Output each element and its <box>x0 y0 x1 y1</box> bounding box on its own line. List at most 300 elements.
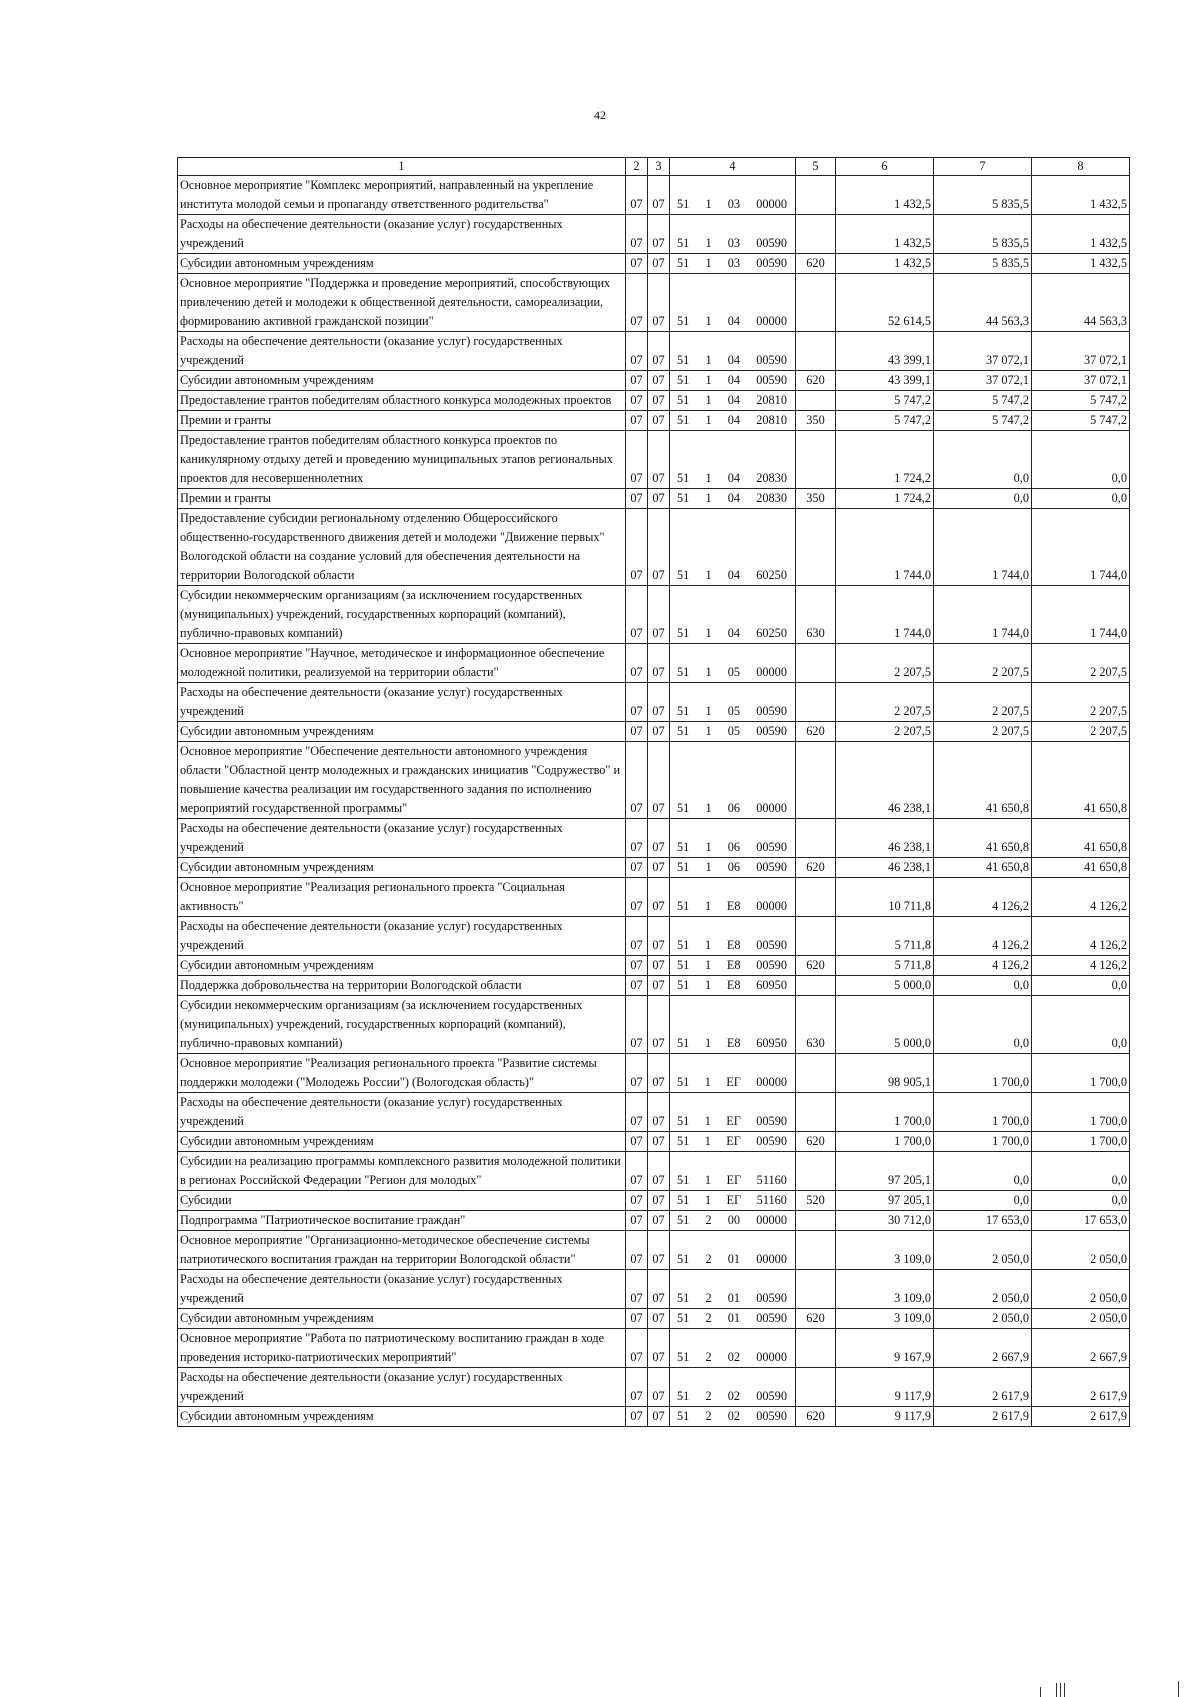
amount-col-8: 0,0 <box>1032 976 1130 996</box>
amount-col-7: 2 050,0 <box>934 1231 1032 1270</box>
target-article-part: 20830 <box>756 471 787 485</box>
table-row <box>178 742 1130 819</box>
target-article-part: 1 <box>704 1134 711 1148</box>
target-article-part: 00000 <box>756 1252 787 1266</box>
table-row <box>178 1329 1130 1368</box>
subsection-code: 07 <box>648 371 670 391</box>
table-row <box>178 1152 1130 1191</box>
expense-type-code <box>796 431 836 489</box>
amount-col-6: 46 238,1 <box>836 858 934 878</box>
amount-col-7: 0,0 <box>934 976 1032 996</box>
amount-col-8: 2 617,9 <box>1032 1407 1130 1427</box>
expense-type-code <box>796 1329 836 1368</box>
amount-col-6: 2 207,5 <box>836 683 934 722</box>
header-col-8: 8 <box>1032 158 1130 176</box>
amount-col-7: 2 667,9 <box>934 1329 1032 1368</box>
row-name: Расходы на обеспечение деятельности (оказание услуг) государственных учреждений <box>178 819 626 858</box>
target-article-parts <box>672 351 793 370</box>
target-article-part: 51 <box>677 393 690 407</box>
amount-col-6: 1 724,2 <box>836 431 934 489</box>
amount-col-8: 0,0 <box>1032 1191 1130 1211</box>
amount-col-7: 2 207,5 <box>934 722 1032 742</box>
table-row <box>178 254 1130 274</box>
row-name: Расходы на обеспечение деятельности (оказание услуг) государственных учреждений <box>178 1368 626 1407</box>
expense-type-code: 350 <box>796 489 836 509</box>
subsection-code: 07 <box>648 176 670 215</box>
target-article-part: E8 <box>726 938 741 952</box>
target-article-part: 51 <box>677 256 690 270</box>
target-article-parts <box>672 234 793 253</box>
amount-col-6: 1 744,0 <box>836 509 934 586</box>
target-article-parts <box>672 1112 793 1131</box>
amount-col-8: 2 617,9 <box>1032 1368 1130 1407</box>
target-article-part: ЕГ <box>726 1075 741 1089</box>
row-name: Подпрограмма "Патриотическое воспитание граждан" <box>178 1211 626 1231</box>
target-article-part: 02 <box>727 1409 741 1423</box>
table-row <box>178 274 1130 332</box>
amount-col-7: 44 563,3 <box>934 274 1032 332</box>
amount-col-6: 1 432,5 <box>836 254 934 274</box>
section-code: 07 <box>626 1329 648 1368</box>
amount-col-6: 46 238,1 <box>836 819 934 858</box>
target-article-code <box>670 489 796 509</box>
target-article-parts <box>672 469 793 488</box>
section-code: 07 <box>626 819 648 858</box>
section-code: 07 <box>626 176 648 215</box>
section-code: 07 <box>626 878 648 917</box>
target-article-part: 05 <box>727 724 741 738</box>
subsection-code: 07 <box>648 332 670 371</box>
table-row <box>178 215 1130 254</box>
target-article-part: 51 <box>677 626 690 640</box>
target-article-part: 04 <box>727 373 741 387</box>
target-article-part: 1 <box>705 626 712 640</box>
amount-col-6: 46 238,1 <box>836 742 934 819</box>
target-article-code <box>670 1054 796 1093</box>
header-col-5: 5 <box>796 158 836 176</box>
target-article-part: 51 <box>677 704 690 718</box>
amount-col-6: 1 432,5 <box>836 176 934 215</box>
section-code: 07 <box>626 644 648 683</box>
target-article-parts <box>672 411 793 430</box>
target-article-code <box>670 819 796 858</box>
target-article-part: 1 <box>705 197 712 211</box>
target-article-code <box>670 996 796 1054</box>
target-article-part: 51 <box>677 1193 690 1207</box>
section-code: 07 <box>626 431 648 489</box>
amount-col-7: 4 126,2 <box>934 956 1032 976</box>
target-article-parts <box>672 799 793 818</box>
table-row <box>178 489 1130 509</box>
subsection-code: 07 <box>648 1132 670 1152</box>
target-article-part: 1 <box>705 860 712 874</box>
row-name: Основное мероприятие "Реализация регионального проекта "Развитие системы поддержки молодежи ("Молодежь России") (Вологодская область)" <box>178 1054 626 1093</box>
row-name: Основное мероприятие "Поддержка и проведение мероприятий, способствующих привлечению детей и молодежи к общественной деятельности, самореализации, формированию активной гражданской позиции" <box>178 274 626 332</box>
target-article-code <box>670 1211 796 1231</box>
row-name: Субсидии автономным учреждениям <box>178 1132 626 1152</box>
target-article-part: ЕГ <box>726 1134 741 1148</box>
target-article-code <box>670 274 796 332</box>
amount-col-7: 2 207,5 <box>934 683 1032 722</box>
target-article-part: 00590 <box>756 1389 787 1403</box>
header-col-3: 3 <box>648 158 670 176</box>
target-article-part: 02 <box>727 1350 741 1364</box>
expense-type-code <box>796 332 836 371</box>
target-article-part: 1 <box>705 978 712 992</box>
expense-type-code <box>796 1152 836 1191</box>
subsection-code: 07 <box>648 215 670 254</box>
subsection-code: 07 <box>648 586 670 644</box>
row-name: Основное мероприятие "Организационно-методическое обеспечение системы патриотического воспитания граждан на территории Вологодской области" <box>178 1231 626 1270</box>
target-article-part: 05 <box>727 704 741 718</box>
target-article-part: 1 <box>705 491 712 505</box>
target-article-part: 00590 <box>756 256 787 270</box>
section-code: 07 <box>626 683 648 722</box>
target-article-part: 1 <box>705 413 712 427</box>
section-code: 07 <box>626 489 648 509</box>
row-name: Субсидии автономным учреждениям <box>178 956 626 976</box>
target-article-code <box>670 956 796 976</box>
expense-type-code <box>796 644 836 683</box>
target-article-code <box>670 644 796 683</box>
target-article-code <box>670 976 796 996</box>
target-article-part: 1 <box>704 1114 711 1128</box>
target-article-parts <box>672 195 793 214</box>
amount-col-7: 2 617,9 <box>934 1407 1032 1427</box>
section-code: 07 <box>626 1407 648 1427</box>
amount-col-8: 2 050,0 <box>1032 1231 1130 1270</box>
target-article-parts <box>672 702 793 721</box>
section-code: 07 <box>626 917 648 956</box>
target-article-part: 2 <box>705 1389 712 1403</box>
section-code: 07 <box>626 509 648 586</box>
target-article-part: 04 <box>727 353 741 367</box>
target-article-code <box>670 586 796 644</box>
target-article-parts <box>672 1171 793 1190</box>
target-article-part: 51 <box>677 978 690 992</box>
table-row <box>178 878 1130 917</box>
section-code: 07 <box>626 391 648 411</box>
target-article-part: 04 <box>727 626 741 640</box>
amount-col-8: 2 207,5 <box>1032 683 1130 722</box>
expense-type-code: 350 <box>796 411 836 431</box>
section-code: 07 <box>626 1093 648 1132</box>
target-article-part: 2 <box>705 1409 712 1423</box>
target-article-part: 00000 <box>756 665 787 679</box>
subsection-code: 07 <box>648 489 670 509</box>
target-article-part: 2 <box>705 1252 712 1266</box>
target-article-part: 06 <box>727 801 741 815</box>
target-article-part: 00590 <box>756 1134 787 1148</box>
row-name: Субсидии <box>178 1191 626 1211</box>
amount-col-8: 37 072,1 <box>1032 332 1130 371</box>
amount-col-7: 1 744,0 <box>934 586 1032 644</box>
amount-col-7: 5 835,5 <box>934 176 1032 215</box>
amount-col-6: 97 205,1 <box>836 1191 934 1211</box>
header-row <box>178 158 1130 176</box>
target-article-code <box>670 1093 796 1132</box>
table-row <box>178 176 1130 215</box>
row-name: Расходы на обеспечение деятельности (оказание услуг) государственных учреждений <box>178 332 626 371</box>
target-article-code <box>670 371 796 391</box>
target-article-part: 51 <box>677 373 690 387</box>
amount-col-7: 5 747,2 <box>934 391 1032 411</box>
target-article-part: 1 <box>705 958 712 972</box>
target-article-part: 51 <box>677 1389 690 1403</box>
section-code: 07 <box>626 1211 648 1231</box>
amount-col-7: 4 126,2 <box>934 917 1032 956</box>
row-name: Расходы на обеспечение деятельности (оказание услуг) государственных учреждений <box>178 683 626 722</box>
target-article-part: 51 <box>677 1114 690 1128</box>
amount-col-8: 1 700,0 <box>1032 1054 1130 1093</box>
subsection-code: 07 <box>648 1407 670 1427</box>
row-name: Субсидии некоммерческим организациям (за исключением государственных (муниципальных) учреждений, государственных корпораций (компаний), публично-правовых компаний) <box>178 586 626 644</box>
row-name: Основное мероприятие "Реализация регионального проекта "Социальная активность" <box>178 878 626 917</box>
target-article-part: 51 <box>677 840 690 854</box>
row-name: Расходы на обеспечение деятельности (оказание услуг) государственных учреждений <box>178 215 626 254</box>
target-article-parts <box>672 663 793 682</box>
amount-col-6: 43 399,1 <box>836 332 934 371</box>
subsection-code: 07 <box>648 1270 670 1309</box>
subsection-code: 07 <box>648 1054 670 1093</box>
amount-col-8: 5 747,2 <box>1032 391 1130 411</box>
target-article-code <box>670 1152 796 1191</box>
amount-col-7: 2 050,0 <box>934 1270 1032 1309</box>
section-code: 07 <box>626 976 648 996</box>
target-article-part: 04 <box>727 393 741 407</box>
target-article-code <box>670 411 796 431</box>
subsection-code: 07 <box>648 996 670 1054</box>
row-name: Субсидии автономным учреждениям <box>178 1309 626 1329</box>
target-article-part: 2 <box>705 1311 712 1325</box>
expense-type-code <box>796 1270 836 1309</box>
subsection-code: 07 <box>648 1368 670 1407</box>
table-row <box>178 858 1130 878</box>
table-row <box>178 431 1130 489</box>
target-article-part: 00590 <box>756 1409 787 1423</box>
target-article-parts <box>672 1289 793 1308</box>
row-name: Субсидии автономным учреждениям <box>178 722 626 742</box>
target-article-part: 1 <box>704 1193 711 1207</box>
target-article-parts <box>672 1191 793 1210</box>
section-code: 07 <box>626 411 648 431</box>
row-name: Предоставление грантов победителям областного конкурса молодежных проектов <box>178 391 626 411</box>
amount-col-7: 41 650,8 <box>934 742 1032 819</box>
target-article-part: 51 <box>677 1291 690 1305</box>
row-name: Субсидии автономным учреждениям <box>178 1407 626 1427</box>
amount-col-8: 2 667,9 <box>1032 1329 1130 1368</box>
target-article-part: 00590 <box>756 958 787 972</box>
section-code: 07 <box>626 1132 648 1152</box>
target-article-parts <box>672 1407 793 1426</box>
target-article-part: 04 <box>727 471 741 485</box>
expense-type-code <box>796 819 836 858</box>
expense-type-code: 620 <box>796 858 836 878</box>
amount-col-7: 0,0 <box>934 996 1032 1054</box>
section-code: 07 <box>626 254 648 274</box>
amount-col-7: 0,0 <box>934 1191 1032 1211</box>
target-article-part: E8 <box>726 899 741 913</box>
expense-type-code: 620 <box>796 371 836 391</box>
expense-type-code <box>796 1093 836 1132</box>
target-article-part: 00590 <box>756 1311 787 1325</box>
amount-col-7: 1 700,0 <box>934 1132 1032 1152</box>
target-article-part: 51 <box>677 801 690 815</box>
table-body <box>178 176 1130 1427</box>
target-article-code <box>670 332 796 371</box>
expense-type-code <box>796 917 836 956</box>
target-article-code <box>670 391 796 411</box>
amount-col-8: 1 744,0 <box>1032 509 1130 586</box>
target-article-part: E8 <box>726 958 741 972</box>
amount-col-8: 0,0 <box>1032 431 1130 489</box>
row-name: Расходы на обеспечение деятельности (оказание услуг) государственных учреждений <box>178 1093 626 1132</box>
target-article-part: 00590 <box>756 373 787 387</box>
expense-type-code: 620 <box>796 722 836 742</box>
target-article-part: 1 <box>705 236 712 250</box>
row-name: Премии и гранты <box>178 411 626 431</box>
subsection-code: 07 <box>648 956 670 976</box>
row-name: Основное мероприятие "Комплекс мероприятий, направленный на укрепление института молодой семьи и пропаганду ответственного родительства" <box>178 176 626 215</box>
amount-col-8: 1 432,5 <box>1032 254 1130 274</box>
amount-col-8: 1 432,5 <box>1032 176 1130 215</box>
amount-col-8: 4 126,2 <box>1032 956 1130 976</box>
target-article-code <box>670 431 796 489</box>
target-article-part: 1 <box>705 393 712 407</box>
target-article-parts <box>672 976 793 995</box>
target-article-part: 20810 <box>756 413 787 427</box>
target-article-parts <box>672 312 793 331</box>
subsection-code: 07 <box>648 411 670 431</box>
header-col-7: 7 <box>934 158 1032 176</box>
target-article-part: 1 <box>705 1036 712 1050</box>
target-article-part: 60250 <box>756 568 787 582</box>
amount-col-8: 0,0 <box>1032 489 1130 509</box>
expense-type-code: 520 <box>796 1191 836 1211</box>
target-article-parts <box>672 858 793 877</box>
table-row <box>178 411 1130 431</box>
target-article-part: 51 <box>677 1213 690 1227</box>
table-row <box>178 956 1130 976</box>
table-row <box>178 371 1130 391</box>
target-article-part: 51 <box>677 471 690 485</box>
amount-col-7: 1 700,0 <box>934 1093 1032 1132</box>
amount-col-6: 43 399,1 <box>836 371 934 391</box>
target-article-part: 1 <box>705 801 712 815</box>
amount-col-6: 5 711,8 <box>836 917 934 956</box>
target-article-part: 04 <box>727 413 741 427</box>
target-article-parts <box>672 489 793 508</box>
target-article-part: 20830 <box>756 491 787 505</box>
table-row <box>178 722 1130 742</box>
expense-type-code <box>796 1231 836 1270</box>
target-article-part: 1 <box>704 1173 711 1187</box>
target-article-part: 06 <box>727 840 741 854</box>
subsection-code: 07 <box>648 509 670 586</box>
target-article-code <box>670 1407 796 1427</box>
amount-col-6: 3 109,0 <box>836 1231 934 1270</box>
amount-col-8: 44 563,3 <box>1032 274 1130 332</box>
header-col-4: 4 <box>670 158 796 176</box>
expense-type-code: 620 <box>796 1132 836 1152</box>
section-code: 07 <box>626 586 648 644</box>
expense-type-code: 620 <box>796 1407 836 1427</box>
target-article-part: ЕГ <box>726 1193 742 1207</box>
amount-col-6: 9 117,9 <box>836 1407 934 1427</box>
target-article-code <box>670 683 796 722</box>
amount-col-6: 5 711,8 <box>836 956 934 976</box>
row-name: Субсидии некоммерческим организациям (за исключением государственных (муниципальных) учреждений, государственных корпораций (компаний), публично-правовых компаний) <box>178 996 626 1054</box>
target-article-part: 51 <box>677 1173 690 1187</box>
target-article-part: 1 <box>704 1075 711 1089</box>
target-article-part: 1 <box>705 840 712 854</box>
row-name: Субсидии автономным учреждениям <box>178 254 626 274</box>
expense-type-code <box>796 1368 836 1407</box>
subsection-code: 07 <box>648 683 670 722</box>
target-article-part: 1 <box>705 665 712 679</box>
amount-col-7: 41 650,8 <box>934 819 1032 858</box>
target-article-part: 51 <box>677 491 690 505</box>
subsection-code: 07 <box>648 742 670 819</box>
amount-col-6: 98 905,1 <box>836 1054 934 1093</box>
target-article-parts <box>672 936 793 955</box>
section-code: 07 <box>626 722 648 742</box>
table-row <box>178 1368 1130 1407</box>
target-article-part: 51 <box>677 1252 690 1266</box>
target-article-part: 04 <box>727 568 741 582</box>
amount-col-7: 2 050,0 <box>934 1309 1032 1329</box>
target-article-code <box>670 509 796 586</box>
amount-col-7: 0,0 <box>934 489 1032 509</box>
target-article-part: 1 <box>705 899 712 913</box>
target-article-part: 00590 <box>756 1114 787 1128</box>
subsection-code: 07 <box>648 819 670 858</box>
target-article-part: 51 <box>677 1134 690 1148</box>
target-article-part: 1 <box>705 353 712 367</box>
target-article-part: 51160 <box>756 1173 787 1187</box>
table-row <box>178 1054 1130 1093</box>
table-row <box>178 644 1130 683</box>
header-col-2: 2 <box>626 158 648 176</box>
target-article-part: 2 <box>705 1291 712 1305</box>
amount-col-7: 41 650,8 <box>934 858 1032 878</box>
target-article-part: ЕГ <box>726 1173 742 1187</box>
amount-col-7: 2 617,9 <box>934 1368 1032 1407</box>
section-code: 07 <box>626 371 648 391</box>
table-row <box>178 1191 1130 1211</box>
target-article-part: 1 <box>705 471 712 485</box>
amount-col-8: 1 700,0 <box>1032 1132 1130 1152</box>
target-article-part: 00590 <box>756 353 787 367</box>
target-article-part: 00000 <box>756 1213 787 1227</box>
budget-table <box>177 157 1130 1427</box>
target-article-parts <box>672 1211 793 1230</box>
table-row <box>178 1093 1130 1132</box>
target-article-part: 1 <box>705 314 712 328</box>
amount-col-6: 9 117,9 <box>836 1368 934 1407</box>
target-article-part: 51 <box>677 665 690 679</box>
page-number: 42 <box>594 108 606 122</box>
target-article-part: 51 <box>677 568 690 582</box>
table-row <box>178 332 1130 371</box>
target-article-part: 51 <box>677 1409 690 1423</box>
amount-col-8: 5 747,2 <box>1032 411 1130 431</box>
subsection-code: 07 <box>648 1329 670 1368</box>
table-row <box>178 1407 1130 1427</box>
expense-type-code <box>796 509 836 586</box>
table-row <box>178 996 1130 1054</box>
target-article-part: 1 <box>705 256 712 270</box>
